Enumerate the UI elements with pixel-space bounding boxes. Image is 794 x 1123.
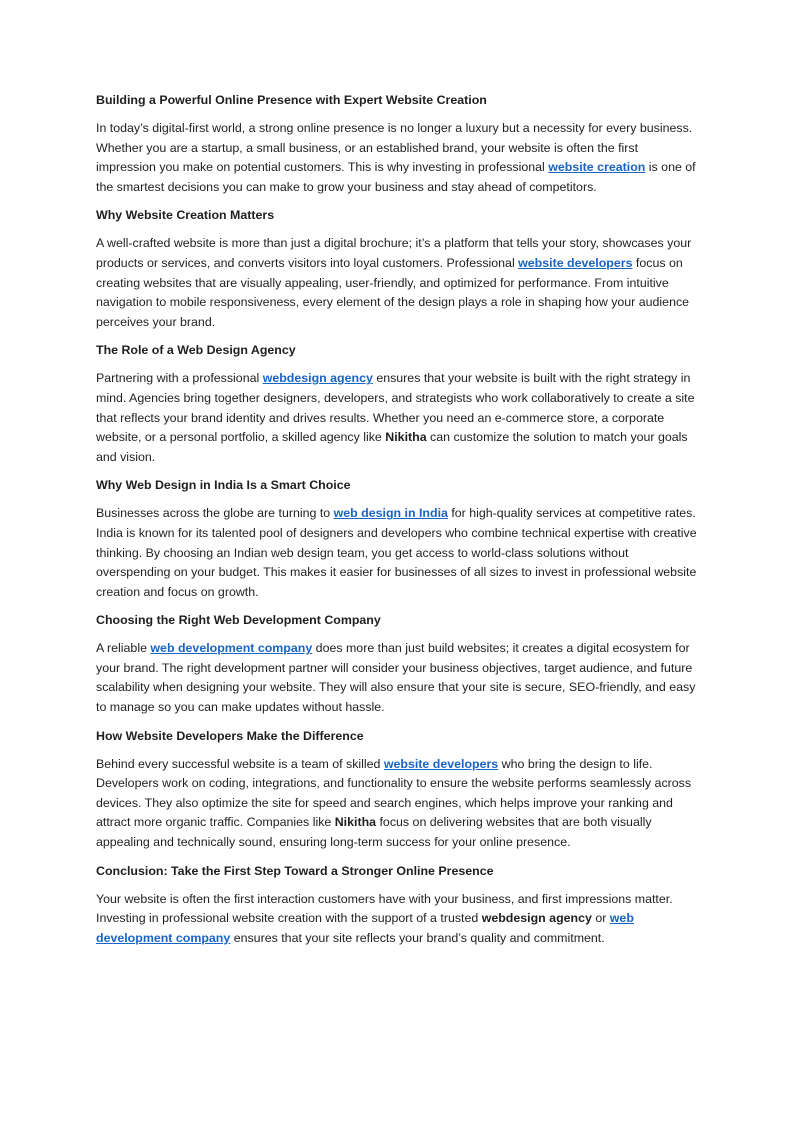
section-heading-web-design-agency: The Role of a Web Design Agency <box>96 343 296 358</box>
document-title: Building a Powerful Online Presence with Expert Website Creation <box>96 93 487 107</box>
web-development-company-link[interactable]: web development company <box>96 911 634 945</box>
website-creation-link[interactable]: website creation <box>548 160 646 175</box>
web-design-in-india-link[interactable]: web design in India <box>333 506 448 521</box>
paragraph-text: focus on creating websites that are visually appealing, user-friendly, and optimized for performance. From intuitive navigation to mobile responsiveness, every element of the design plays a role in shaping how your audience perceives your brand. <box>96 255 690 329</box>
webdesign-agency-link[interactable]: webdesign agency <box>262 371 373 386</box>
section-paragraph-web-development-company <box>96 639 700 717</box>
paragraph-text: ensures that your website is built with the right strategy in mind. Agencies bring together designers, developers, and strategists who work collaboratively to create a site that reflects your brand identity and drives results. Whether you need an e-commerce store, a corporate website, or a personal portfolio, a skilled agency like <box>96 371 695 445</box>
paragraph-text: can customize the solution to match your goals and vision. <box>96 430 688 464</box>
section-paragraph-website-developers <box>96 755 700 853</box>
intro-text-1: In today’s digital-first world, a strong online presence is no longer a luxury but a necessity for every business. Whether you are a startup, a small business, or an established brand, your website is often the first impression you make on potential customers. This is why investing in professional <box>96 121 693 175</box>
paragraph-text: focus on delivering websites that are both visually appealing and technically sound, ensuring long-term success for your online presence. <box>96 815 652 850</box>
paragraph-text: Businesses across the globe are turning to <box>96 506 334 521</box>
paragraph-text: for high-quality services at competitive rates. India is known for its talented pool of designers and developers who combine technical expertise with creative thinking. By choosing an Indian web design team, you get access to world-class solutions without overspending on your budget. This makes it easier for businesses of all sizes to invest in professional website creation and focus on growth. <box>96 506 697 599</box>
paragraph-text: A well-crafted website is more than just a digital brochure; it’s a platform that tells your story, showcases your products or services, and converts visitors into loyal customers. Professional <box>96 236 692 270</box>
paragraph-text: who bring the design to life. Developers work on coding, integrations, and functionality to ensure the website performs seamlessly across devices. They also optimize the site for speed and search engines, which helps improve your ranking and attract more organic traffic. Companies like <box>96 756 692 830</box>
brand-name: Nikitha <box>334 815 377 830</box>
section-heading-web-development-company: Choosing the Right Web Development Company <box>96 613 381 628</box>
section-paragraph-conclusion <box>96 890 700 949</box>
section-heading-website-developers: How Website Developers Make the Difference <box>96 728 364 743</box>
section-heading-why-website-creation: Why Website Creation Matters <box>96 208 275 223</box>
paragraph-text: ensures that your site reflects your brand’s quality and commitment. <box>230 930 605 945</box>
intro-text-2: is one of the smartest decisions you can make to grow your business and stay ahead of competitors. <box>96 160 696 194</box>
paragraph-text: does more than just build websites; it creates a digital ecosystem for your brand. The right development partner will consider your business objectives, target audience, and future scalability when designing your website. They will also ensure that your site is secure, SEO-friendly, and easy to manage so you can make updates without hassle. <box>96 641 696 715</box>
document-page <box>96 92 700 958</box>
section-paragraph-why-website-creation <box>96 234 700 332</box>
section-paragraph-web-design-india <box>96 504 700 602</box>
webdesign-agency-emphasis: webdesign agency <box>481 911 592 926</box>
paragraph-text: A reliable <box>96 641 151 656</box>
paragraph-text: or <box>591 911 610 926</box>
paragraph-text: Behind every successful website is a team of skilled <box>96 756 384 771</box>
section-paragraph-web-design-agency <box>96 369 700 467</box>
website-developers-link[interactable]: website developers <box>383 756 499 771</box>
paragraph-text: Partnering with a professional <box>96 371 263 386</box>
brand-name: Nikitha <box>385 430 427 445</box>
section-heading-web-design-india: Why Web Design in India Is a Smart Choice <box>96 478 351 493</box>
section-heading-conclusion: Conclusion: Take the First Step Toward a Stronger Online Presence <box>96 863 494 878</box>
website-developers-link[interactable]: website developers <box>518 255 633 270</box>
web-development-company-link[interactable]: web development company <box>150 641 313 656</box>
paragraph-text: Your website is often the first interaction customers have with your business, and first impressions matter. Investing in professional website creation with the support of a trusted <box>96 891 673 926</box>
intro-paragraph <box>96 119 700 197</box>
